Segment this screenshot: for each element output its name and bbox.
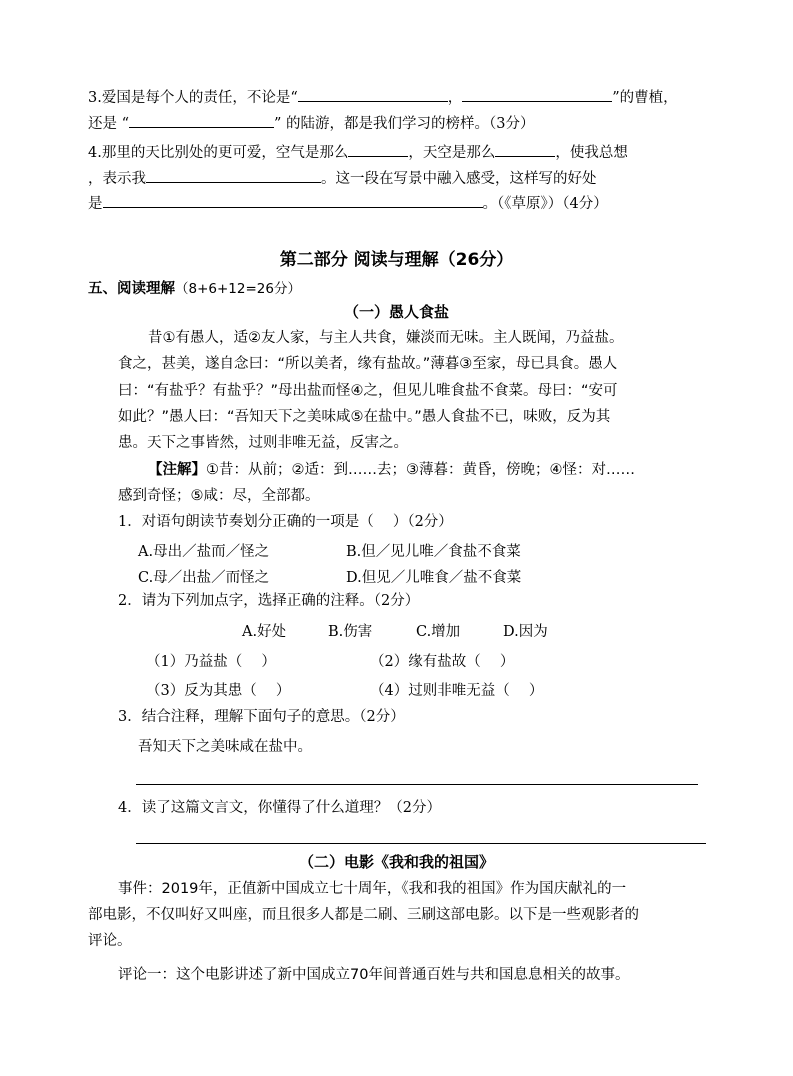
- passage1-line-3: 曰：“有盐乎？有盐乎？”母出盐而怪④之，但见儿唯食盐不食菜。母曰：“安可: [118, 383, 618, 399]
- q4-blank-2[interactable]: [495, 142, 555, 157]
- q3-text-c: ”的曹植，: [612, 90, 678, 106]
- q4-blank-1[interactable]: [348, 142, 408, 157]
- q3-text-b: ，: [447, 90, 463, 106]
- q4-answer-line[interactable]: [136, 843, 706, 844]
- question-2-stem: 2．请为下列加点字，选择正确的注释。（2分）: [118, 593, 420, 609]
- q3-blank-2[interactable]: [462, 87, 612, 102]
- q3-text-e: ” 的陆游，都是我们学习的榜样。（3分）: [274, 116, 535, 132]
- q4-line1: [88, 142, 628, 162]
- q2-choice-d: D.因为: [503, 624, 548, 640]
- q4-text-c: ，使我总想: [555, 145, 628, 161]
- passage2-line-3: 评论。: [88, 933, 132, 949]
- q4-text-g: 。（《草原》）（4分）: [482, 196, 608, 212]
- q2-choice-c: C.增加: [416, 624, 461, 640]
- section5-label: 五、阅读理解: [88, 281, 175, 297]
- section5-score: （8+6+12=26分）: [175, 281, 301, 297]
- question-3-stem: 3．结合注释，理解下面句子的意思。（2分）: [118, 709, 405, 725]
- q2-choice-a: A.好处: [242, 624, 287, 640]
- q2-item-4[interactable]: （4）过则非唯无益（ ）: [370, 683, 544, 699]
- q3-blank-1[interactable]: [298, 87, 448, 102]
- passage1-note-1: [148, 461, 635, 479]
- q4-line3: [88, 193, 608, 213]
- section5-heading: [88, 280, 301, 298]
- passage2-line-1: 事件：2019年，正值新中国成立七十周年，《我和我的祖国》作为国庆献礼的一: [118, 881, 627, 897]
- q1-option-d[interactable]: D.但见／儿唯食／盐不食菜: [346, 570, 522, 586]
- q3-text-a: 3.爱国是每个人的责任，不论是“: [88, 90, 298, 106]
- question-3-sentence: 吾知天下之美味咸在盐中。: [138, 739, 312, 755]
- q3-text-d: 还是 “: [88, 116, 130, 132]
- q2-choice-b: B.伤害: [328, 624, 373, 640]
- q3-line1: [88, 87, 678, 107]
- passage1-title: （一）愚人食盐: [343, 303, 449, 321]
- q4-text-d: ，表示我: [88, 171, 146, 187]
- passage2-title: （二）电影《我和我的祖国》: [298, 853, 494, 871]
- q3-line2: [88, 113, 535, 133]
- part2-title: 第二部分 阅读与理解（26分）: [279, 250, 514, 270]
- q1-option-b[interactable]: B.但／见儿唯／食盐不食菜: [346, 544, 521, 560]
- q2-item-3[interactable]: （3）反为其患（ ）: [146, 683, 291, 699]
- passage1-line-5: 患。天下之事皆然，过则非唯无益，反害之。: [118, 435, 408, 451]
- q4-text-f: 是: [88, 196, 103, 212]
- passage1-note-2: 感到奇怪；⑤咸：尽，全部都。: [118, 488, 320, 504]
- q1-option-a[interactable]: A.母出／盐而／怪之: [138, 544, 270, 560]
- q3-blank-3[interactable]: [129, 113, 274, 128]
- q4-line2: [88, 168, 597, 188]
- q4-text-b: ，天空是那么: [408, 145, 496, 161]
- passage2-comment-1: 评论一：这个电影讲述了新中国成立70年间普通百姓与共和国息息相关的故事。: [118, 967, 630, 983]
- q3-answer-line[interactable]: [136, 784, 698, 785]
- q4-text-e: 。这一段在写景中融入感受，这样写的好处: [321, 171, 597, 187]
- question-1-stem: 1．对语句朗读节奏划分正确的一项是（ ）（2分）: [118, 514, 453, 530]
- passage1-line-4: 如此？”愚人曰：“吾知天下之美味咸⑤在盐中。”愚人食盐不已，味败，反为其: [118, 409, 611, 425]
- q2-item-2[interactable]: （2）缘有盐故（ ）: [370, 654, 515, 670]
- q2-item-1[interactable]: （1）乃益盐（ ）: [146, 654, 276, 670]
- q4-blank-4[interactable]: [103, 193, 483, 208]
- passage1-line-2: 食之，甚美，遂自念曰：“所以美者，缘有盐故。”薄暮③至家，母已具食。愚人: [118, 356, 618, 372]
- note-label: 【注解】: [148, 462, 206, 478]
- q4-blank-3[interactable]: [146, 168, 321, 183]
- q4-text-a: 4.那里的天比别处的更可爱，空气是那么: [88, 145, 349, 161]
- passage1-line-1: 昔①有愚人，适②友人家，与主人共食，嫌淡而无味。主人既闻，乃益盐。: [148, 330, 624, 346]
- note-text-1: ①昔：从前；②适：到……去；③薄暮：黄昏，傍晚；④怪：对……: [206, 462, 635, 478]
- question-4-stem: 4．读了这篇文言文，你懂得了什么道理？（2分）: [118, 800, 441, 816]
- passage2-line-2: 部电影，不仅叫好又叫座，而且很多人都是二刷、三刷这部电影。以下是一些观影者的: [88, 907, 639, 923]
- q1-option-c[interactable]: C.母／出盐／而怪之: [138, 570, 270, 586]
